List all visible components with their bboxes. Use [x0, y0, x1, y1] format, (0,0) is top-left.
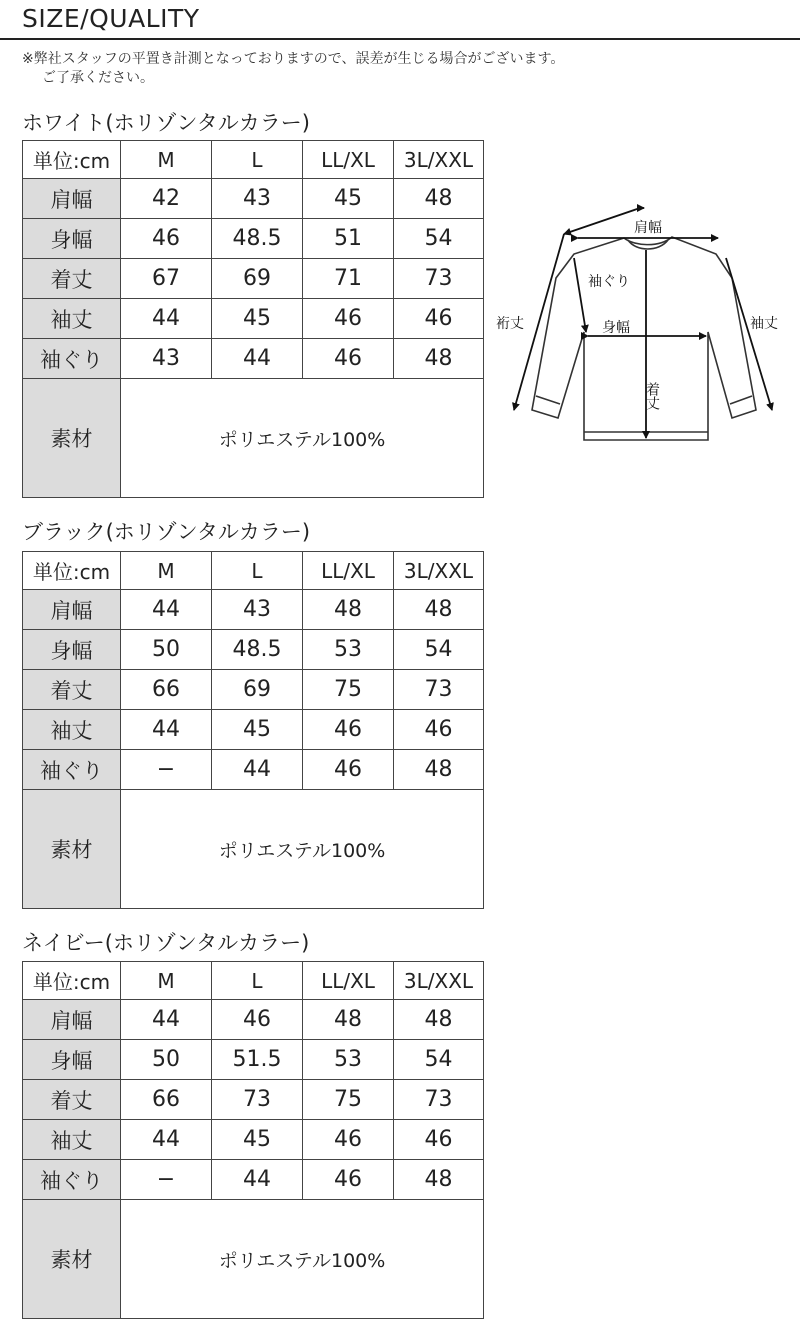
- size-table-white: [22, 140, 484, 498]
- table-cell: 66: [121, 670, 212, 710]
- table-cell: 54: [394, 1040, 484, 1080]
- table-cell: 75: [303, 1080, 394, 1120]
- page-title: SIZE/QUALITY: [22, 4, 200, 33]
- table-cell: 45: [212, 710, 303, 750]
- size-header-m: M: [121, 962, 212, 1000]
- table-row: [23, 339, 484, 379]
- row-label: 着丈: [23, 1080, 121, 1120]
- table-cell: 46: [394, 1120, 484, 1160]
- table-row: [23, 1040, 484, 1080]
- table-cell: 75: [303, 670, 394, 710]
- size-header-l: L: [212, 141, 303, 179]
- row-label: 袖丈: [23, 299, 121, 339]
- table-row: [23, 1120, 484, 1160]
- section-title-navy: ネイビー(ホリゾンタルカラー): [22, 931, 310, 955]
- size-header-3l: 3L/XXL: [394, 962, 484, 1000]
- table-header-row: [23, 141, 484, 179]
- unit-header: 単位:cm: [23, 552, 121, 590]
- unit-header: 単位:cm: [23, 962, 121, 1000]
- table-cell: 73: [394, 670, 484, 710]
- table-cell: 44: [121, 590, 212, 630]
- table-row: [23, 1080, 484, 1120]
- size-header-ll: LL/XL: [303, 552, 394, 590]
- table-cell: 66: [121, 1080, 212, 1120]
- table-cell: 46: [303, 339, 394, 379]
- table-cell: 48: [394, 590, 484, 630]
- table-cell: 46: [121, 219, 212, 259]
- table-cell: 46: [212, 1000, 303, 1040]
- table-cell: 48: [303, 590, 394, 630]
- left-cuff: [536, 396, 560, 404]
- table-cell: 67: [121, 259, 212, 299]
- table-row: [23, 630, 484, 670]
- table-cell: 46: [394, 710, 484, 750]
- section-title-white: ホワイト(ホリゾンタルカラー): [22, 111, 310, 135]
- table-cell: −: [121, 1160, 212, 1200]
- label-armhole: 袖ぐり: [588, 274, 630, 290]
- material-row: [23, 790, 484, 909]
- table-cell: 44: [121, 710, 212, 750]
- material-value: ポリエステル100%: [121, 1200, 484, 1319]
- table-cell: 48.5: [212, 630, 303, 670]
- right-cuff: [730, 396, 752, 404]
- label-body-width: 身幅: [602, 320, 630, 336]
- table-cell: 69: [212, 670, 303, 710]
- table-cell: 45: [212, 299, 303, 339]
- table-row: [23, 1000, 484, 1040]
- section-title-black: ブラック(ホリゾンタルカラー): [22, 520, 311, 544]
- row-label: 袖ぐり: [23, 1160, 121, 1200]
- table-header-row: [23, 962, 484, 1000]
- size-table-black: [22, 551, 484, 909]
- table-cell: 44: [212, 1160, 303, 1200]
- size-table-navy: [22, 961, 484, 1319]
- table-row: [23, 219, 484, 259]
- row-label: 袖丈: [23, 1120, 121, 1160]
- total-sleeve-arrow: [564, 208, 640, 234]
- table-cell: 50: [121, 630, 212, 670]
- table-cell: 42: [121, 179, 212, 219]
- table-cell: 48: [394, 339, 484, 379]
- label-sleeve: 袖丈: [750, 316, 778, 332]
- table-cell: 53: [303, 630, 394, 670]
- table-cell: 73: [394, 259, 484, 299]
- table-row: [23, 590, 484, 630]
- table-row: [23, 710, 484, 750]
- sleeve-arrow: [726, 258, 772, 410]
- table-cell: 46: [394, 299, 484, 339]
- table-cell: 43: [121, 339, 212, 379]
- table-row: [23, 299, 484, 339]
- row-label: 袖ぐり: [23, 750, 121, 790]
- label-length: 着丈: [644, 382, 660, 410]
- label-shoulder: 肩幅: [634, 220, 662, 236]
- table-cell: 54: [394, 219, 484, 259]
- material-label: 素材: [23, 379, 121, 498]
- table-cell: 48: [394, 750, 484, 790]
- table-cell: 51: [303, 219, 394, 259]
- row-label: 着丈: [23, 670, 121, 710]
- title-divider: [0, 38, 800, 40]
- table-cell: 48: [394, 1000, 484, 1040]
- size-header-l: L: [212, 552, 303, 590]
- size-header-3l: 3L/XXL: [394, 552, 484, 590]
- garment-measurement-diagram: [494, 200, 794, 452]
- table-row: [23, 1160, 484, 1200]
- size-header-3l: 3L/XXL: [394, 141, 484, 179]
- table-cell: 69: [212, 259, 303, 299]
- row-label: 身幅: [23, 219, 121, 259]
- row-label: 袖ぐり: [23, 339, 121, 379]
- table-row: [23, 179, 484, 219]
- material-value: ポリエステル100%: [121, 379, 484, 498]
- material-label: 素材: [23, 790, 121, 909]
- row-label: 肩幅: [23, 590, 121, 630]
- table-row: [23, 259, 484, 299]
- table-cell: 50: [121, 1040, 212, 1080]
- table-cell: 48: [303, 1000, 394, 1040]
- table-header-row: [23, 552, 484, 590]
- material-label: 素材: [23, 1200, 121, 1319]
- size-header-l: L: [212, 962, 303, 1000]
- table-cell: 45: [303, 179, 394, 219]
- table-cell: 43: [212, 179, 303, 219]
- note-line-2: ご了承ください。: [42, 70, 154, 86]
- table-cell: 44: [121, 299, 212, 339]
- size-header-m: M: [121, 141, 212, 179]
- table-cell: 48: [394, 1160, 484, 1200]
- table-cell: 54: [394, 630, 484, 670]
- row-label: 袖丈: [23, 710, 121, 750]
- table-cell: 51.5: [212, 1040, 303, 1080]
- size-header-ll: LL/XL: [303, 962, 394, 1000]
- size-header-ll: LL/XL: [303, 141, 394, 179]
- size-header-m: M: [121, 552, 212, 590]
- row-label: 身幅: [23, 1040, 121, 1080]
- table-cell: 44: [121, 1000, 212, 1040]
- table-cell: 45: [212, 1120, 303, 1160]
- note-line-1: ※弊社スタッフの平置き計測となっておりますので、誤差が生じる場合がございます。: [22, 51, 565, 67]
- row-label: 肩幅: [23, 1000, 121, 1040]
- unit-header: 単位:cm: [23, 141, 121, 179]
- material-row: [23, 1200, 484, 1319]
- table-cell: 46: [303, 1120, 394, 1160]
- table-cell: 44: [212, 750, 303, 790]
- table-cell: 43: [212, 590, 303, 630]
- table-cell: 46: [303, 299, 394, 339]
- row-label: 身幅: [23, 630, 121, 670]
- table-cell: 73: [394, 1080, 484, 1120]
- row-label: 着丈: [23, 259, 121, 299]
- table-cell: 46: [303, 710, 394, 750]
- table-cell: 53: [303, 1040, 394, 1080]
- table-cell: 44: [121, 1120, 212, 1160]
- measurement-note: [22, 50, 792, 88]
- table-cell: 46: [303, 1160, 394, 1200]
- table-cell: 44: [212, 339, 303, 379]
- table-cell: 73: [212, 1080, 303, 1120]
- table-cell: 71: [303, 259, 394, 299]
- table-cell: 48: [394, 179, 484, 219]
- material-value: ポリエステル100%: [121, 790, 484, 909]
- row-label: 肩幅: [23, 179, 121, 219]
- label-total-sleeve: 裄丈: [496, 316, 524, 332]
- table-cell: 46: [303, 750, 394, 790]
- material-row: [23, 379, 484, 498]
- table-row: [23, 670, 484, 710]
- table-cell: −: [121, 750, 212, 790]
- table-cell: 48.5: [212, 219, 303, 259]
- armhole-arrow: [574, 258, 586, 332]
- table-row: [23, 750, 484, 790]
